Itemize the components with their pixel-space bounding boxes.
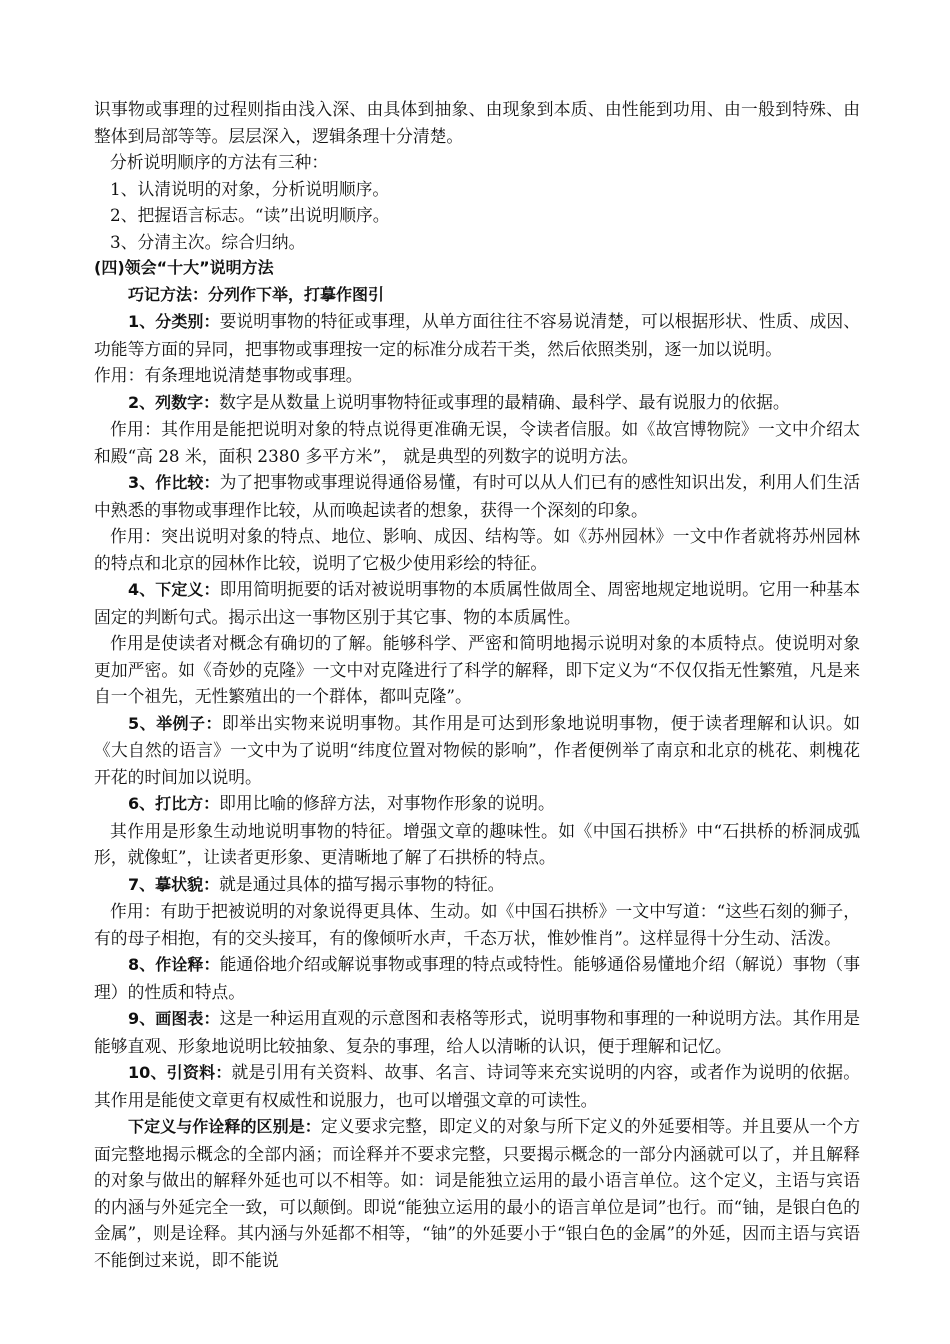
- document-page: [94, 96, 860, 1273]
- difference-label: 下定义与作诠释的区别是：: [128, 1117, 321, 1136]
- method-usage: 作用：其作用是能把说明对象的特点说得更准确无误，令读者信服。如《故宫博物院》一文中介绍太和殿“高 28 米，面积 2380 多平方米”， 就是典型的列数字的说明方法。: [94, 419, 860, 466]
- method-paragraph: [94, 576, 860, 630]
- difference-text: 定义要求完整，即定义的对象与所下定义的外延要相等。并且要从一个方面完整地揭示概念的全部内涵；而诠释并不要求完整，只要揭示概念的一部分内涵就可以了，并且解释的对象与做出的解释外延也可以不相等。如：词是能独立运用的最小语言单位。这个定义，主语与宾语的内涵与外延完全一致，可以颠倒。即说“能独立运用的最小的语言单位是词”也行。而“铀，是银白色的金属”，则是诠释。其内涵与外延都不相等，“铀”的外延要小于“银白色的金属”的外延，因而主语与宾语不能倒过来说，即不能说: [94, 1116, 860, 1270]
- section-heading: (四)领会“十大”说明方法: [94, 258, 274, 277]
- method-paragraph: [94, 308, 860, 362]
- paragraph: 识事物或事理的过程则指由浅入深、由具体到抽象、由现象到本质、由性能到功用、由一般到特殊、由整体到局部等等。层层深入，逻辑条理十分清楚。: [94, 99, 860, 146]
- method-label: 10、引资料：: [128, 1063, 232, 1082]
- method-label: 4、下定义：: [128, 580, 220, 599]
- method-label: 6、打比方：: [128, 794, 220, 813]
- method-label: 2、列数字：: [128, 392, 220, 412]
- method-paragraph: [94, 469, 860, 523]
- method-label: 5、举例子：: [128, 713, 222, 733]
- method-paragraph: [94, 1059, 860, 1113]
- method-text: 为了把事物或事理说得通俗易懂，有时可以从人们已有的感性知识出发，利用人们生活中熟悉的事物或事理作比较，从而唤起读者的想象，获得一个深刻的印象。: [94, 472, 860, 520]
- method-text: 就是通过具体的描写揭示事物的特征。: [219, 873, 505, 894]
- method-text: 即用比喻的修辞方法，对事物作形象的说明。: [219, 793, 555, 813]
- method-usage: 其作用是形象生动地说明事物的特征。增强文章的趣味性。如《中国石拱桥》中“石拱桥的桥洞成弧形，就像虹”，让读者更形象、更清晰地了解了石拱桥的特点。: [94, 820, 860, 867]
- method-paragraph: [94, 1005, 860, 1059]
- method-paragraph: [94, 710, 860, 791]
- method-paragraph: [94, 871, 860, 899]
- method-usage: 作用：有助于把被说明的对象说得更具体、生动。如《中国石拱桥》一文中写道：“这些石刻的狮子，有的母子相抱，有的交头接耳，有的像倾听水声，千态万状，惟妙惟肖”。这样显得十分生动、活泼。: [94, 901, 860, 948]
- paragraph: 分析说明顺序的方法有三种：: [110, 152, 329, 172]
- method-text: 就是引用有关资料、故事、名言、诗词等来充实说明的内容，或者作为说明的依据。其作用是能使文章更有权威性和说服力，也可以增强文章的可读性。: [94, 1062, 860, 1110]
- method-label: 8、作诠释：: [128, 955, 220, 974]
- method-text: 要说明事物的特征或事理，从单方面往往不容易说清楚，可以根据形状、性质、成因、功能等方面的异同，把事物或事理按一定的标准分成若干类，然后依照类别，逐一加以说明。: [94, 311, 860, 359]
- method-label: 9、画图表：: [128, 1009, 220, 1028]
- method-text: 这是一种运用直观的示意图和表格等形式，说明事物和事理的一种说明方法。其作用是能够直观、形象地说明比较抽象、复杂的事理，给人以清晰的认识，便于理解和记忆。: [94, 1008, 860, 1056]
- method-paragraph: [94, 951, 860, 1005]
- method-label: 3、作比较：: [128, 473, 220, 492]
- list-item: 3、分清主次。综合归纳。: [110, 231, 306, 252]
- method-label: 7、摹状貌：: [128, 874, 220, 894]
- method-paragraph: [94, 389, 860, 417]
- list-item: 1、认清说明的对象，分析说明顺序。: [110, 178, 390, 199]
- method-text: 能通俗地介绍或解说事物或事理的特点或特性。能够通俗易懂地介绍（解说）事物（事理）的性质和特点。: [94, 954, 860, 1002]
- method-text: 即举出实物来说明事物。其作用是可达到形象地说明事物，便于读者理解和认识。如《大自然的语言》一文中为了说明“纬度位置对物候的影响”，作者便例举了南京和北京的桃花、刺槐花开花的时间加以说明。: [94, 712, 860, 787]
- mnemonic-line: 巧记方法：分列作下举，打摹作图引: [128, 284, 385, 304]
- method-label: 1、分类别：: [128, 312, 220, 331]
- method-text: 即用简明扼要的话对被说明事物的本质属性做周全、周密地规定地说明。它用一种基本固定的判断句式。揭示出这一事物区别于其它事、物的本质属性。: [94, 579, 860, 627]
- method-paragraph: [94, 790, 860, 818]
- method-text: 数字是从数量上说明事物特征或事理的最精确、最科学、最有说服力的依据。: [219, 391, 790, 412]
- method-usage: 作用是使读者对概念有确切的了解。能够科学、严密和简明地揭示说明对象的本质特点。使说明对象更加严密。如《奇妙的克隆》一文中对克隆进行了科学的解释，即下定义为“不仅仅指无性繁殖，凡是来自一个祖先，无性繁殖出的一个群体，都叫克隆”。: [94, 633, 860, 706]
- list-item: 2、把握语言标志。“读”出说明顺序。: [110, 205, 390, 225]
- method-usage: 作用：有条理地说清楚事物或事理。: [94, 365, 363, 385]
- method-usage: 作用：突出说明对象的特点、地位、影响、成因、结构等。如《苏州园林》一文中作者就将苏州园林的特点和北京的园林作比较，说明了它极少使用彩绘的特征。: [94, 526, 860, 573]
- difference-paragraph: [94, 1113, 860, 1273]
